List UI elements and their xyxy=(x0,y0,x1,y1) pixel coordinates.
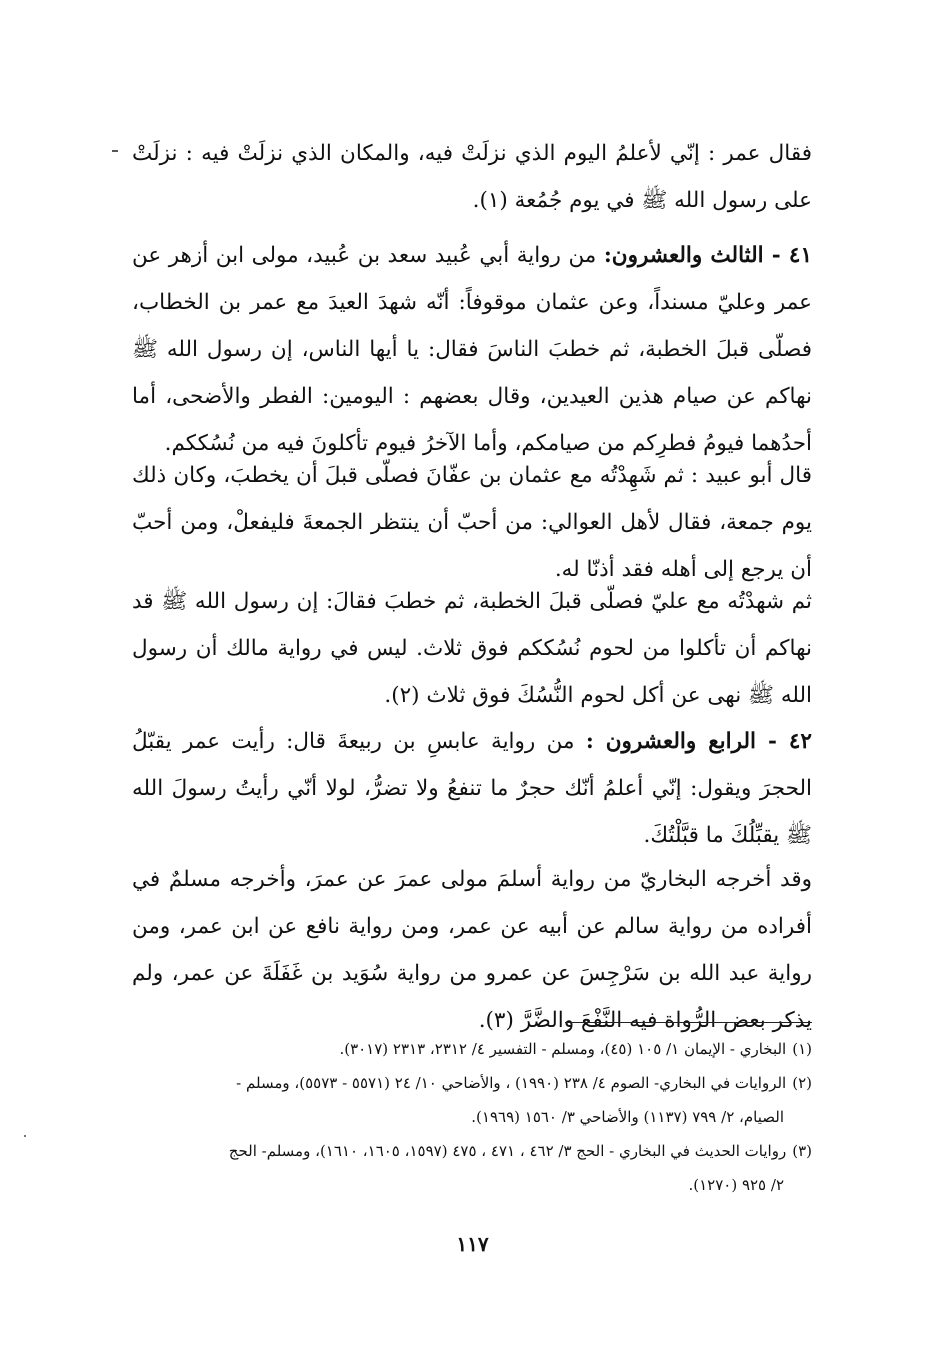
footnotes xyxy=(132,1034,812,1204)
hadith-42-body: من رواية عابسِ بن ربيعةَ قال: رأيت عمر يقبّلُ الحجرَ ويقول: إنّي أعلمُ أنّك حجرٌ ما تنفعُ ولا تضرُّ، لولا أنّي رأيتُ رسولَ الله ﷺ يقبِّلُكَ ما قبَّلْتُكَ. xyxy=(132,729,812,848)
scan-mark xyxy=(112,150,118,152)
hadith-42-heading: ٤٢ - الرابع والعشرون : xyxy=(585,729,812,754)
page-number: ١١٧ xyxy=(456,1232,489,1256)
footnote-divider xyxy=(565,1022,812,1023)
hadith-42-paragraph xyxy=(132,718,812,859)
hadith-41-body: من رواية أبي عُبيد سعد بن عُبيد، مولى ابن أزهر عن عمر وعليّ مسنداً، وعن عثمان موقوفاً: أنّه شهدَ العيدَ مع عمر بن الخطاب، فصلّى قبلَ الخطبة، ثم خطبَ الناسَ فقال: يا أيها الناس، إن رسول الله ﷺ نهاكم عن صيام هذين العيدين، وقال بعضهم : اليومين: الفطر والأضحى، أما أحدُهما فيومُ فطرِكم من صيامكم، وأما الآخرُ فيوم تأكلونَ فيه من نُسُككم. xyxy=(132,243,812,456)
footnote-1 xyxy=(132,1034,812,1065)
footnote-number: (١) xyxy=(792,1040,812,1058)
takhrij-paragraph: وقد أخرجه البخاريّ من رواية أسلمَ مولى عمرَ عن عمرَ، وأخرجه مسلمٌ في أفراده من رواية سالم عن أبيه عن عمر، ومن رواية نافع عن ابن عمر، ومن رواية عبد الله بن سَرْجِسَ عن عمرو من رواية سُوَيد بن غَفَلَةَ عن عمر، ولم يذكر بعض الرُّواة فيه النَّفْعَ والضَّرَّ (٣). xyxy=(132,867,812,1033)
footnote-3-continued: ٢/ ٩٢٥ (١٢٧٠). xyxy=(688,1176,784,1194)
abu-ubaid-paragraph: قال أبو عبيد : ثم شَهِدْتُه مع عثمان بن عفّانَ فصلّى قبلَ أن يخطبَ، وكان ذلك يوم جمعة، فقال لأهل العوالي: من أحبّ أن ينتظر الجمعةَ فليفعلْ، ومن أحبّ أن يرجع إلى أهله فقد أذنّا له. xyxy=(132,463,812,582)
footnote-text: روايات الحديث في البخاري - الحج ٣/ ٤٦٢ ، ٤٧١ ، ٤٧٥ (١٥٩٧، ١٦٠٥، ١٦١٠)، ومسلم- الحج xyxy=(228,1142,787,1160)
scan-mark xyxy=(24,1135,26,1137)
hadith-41-heading: ٤١ - الثالث والعشرون: xyxy=(603,243,812,268)
footnote-text: الروايات في البخاري- الصوم ٤/ ٢٣٨ (١٩٩٠) ، والأضاحي ١٠/ ٢٤ (٥٥٧١ - ٥٥٧٣)، ومسلم - xyxy=(236,1074,787,1092)
footnote-number: (٣) xyxy=(792,1142,812,1160)
footnote-3 xyxy=(132,1136,812,1167)
footnote-2-continued: الصيام، ٢/ ٧٩٩ (١١٣٧) والأضاحي ٣/ ١٥٦٠ (١٩٦٩). xyxy=(471,1108,784,1126)
ali-paragraph: ثم شهدْتُه مع عليّ فصلّى قبلَ الخطبة، ثم خطبَ فقالَ: إن رسول الله ﷺ قد نهاكم أن تأكلوا من لحوم نُسُككم فوق ثلاث. ليس في رواية مالك أن رسول الله ﷺ نهى عن أكل لحوم النُّسُكَ فوق ثلاث (٢). xyxy=(132,589,812,708)
footnote-text: البخاري - الإيمان ١/ ١٠٥ (٤٥)، ومسلم - التفسير ٤/ ٢٣١٢، ٢٣١٣ (٣٠١٧). xyxy=(339,1040,787,1058)
footnote-number: (٢) xyxy=(792,1074,812,1092)
paragraph-intro: فقال عمر : إنّي لأعلمُ اليوم الذي نزلَتْ فيه، والمكان الذي نزلَتْ فيه : نزلَتْ على رسول الله ﷺ في يوم جُمُعة (١). xyxy=(132,141,812,213)
hadith-41-paragraph xyxy=(132,232,812,467)
footnote-2 xyxy=(132,1068,812,1099)
